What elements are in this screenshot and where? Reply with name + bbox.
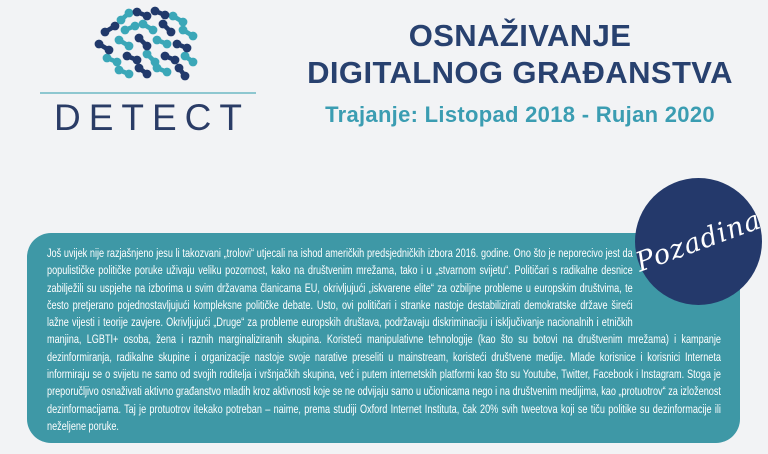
page-header <box>286 17 754 128</box>
background-paragraph <box>47 245 721 435</box>
page-title-line2: DIGITALNOG GRAĐANSTVA <box>307 55 733 90</box>
page-title <box>286 17 754 91</box>
page-title-line1: OSNAŽIVANJE <box>408 18 632 53</box>
pozadina-badge <box>631 178 766 305</box>
logo-divider <box>40 92 256 94</box>
background-paragraph-text: Još uvijek nije razjašnjeno jesu li takozvani „trolovi“ utjecali na ishod američkih predsjedničkih izbora 2016. godine. Ono što je neporecivo jest da populističke političke poruke uživaju veliku pozornost, kako na društvenim mrežama, tako i u „stvarnom svijetu“. Političari s radikalne desnice zabilježili su uspjehe na izborima u svim državama članicama EU, okrivljujući „iskvarene elite“ za ozbiljne probleme u europskim društvima, te često pretjerano pojednostavljujući kompleksne političke debate. Usto, ovi političari i stranke nastoje destabilizirati demokratske države šireći lažne vijesti i teorije zavjere. Okrivljujući „Druge“ za probleme europskih društava, podržavaju diskriminaciju i isključivanje nacionalnih i etničkih manjina, LGBTI+ osoba, žena i raznih marginaliziranih skupina. Koristeći manipulativne tehnologije (kao što su botovi na društvenim mrežama) i kampanje dezinformiranja, radikalne skupine i organizacije nastoje svoje narative preseliti u mainstream, koristeći društvene medije. Mlade korisnice i korisnici Interneta informiraju se o svijetu ne samo od svojih roditelja i vršnjačkih skupina, već i putem internetskih platformi kao što su Youtube, Twitter, Facebook i Instagram. Stoga je preporučljivo osnaživati aktivno građanstvo mladih kroz aktivnosti koje se ne odvijaju samo u učionicama nego i na društvenim medijima, kao „protuotrov“ za izloženost dezinformacijama. Taj je protuotrov itekako potreban – naime, prema studiji Oxford Internet Instituta, čak 20% svih tweetova koji se tiču politike su dezinformacije ili neželjene poruke. <box>47 246 721 433</box>
project-duration: Trajanje: Listopad 2018 - Rujan 2020 <box>325 102 715 127</box>
brain-network-icon <box>91 6 205 86</box>
badge-label: Pozadina <box>631 204 766 279</box>
detect-logo <box>40 6 256 138</box>
background-section <box>27 233 740 443</box>
logo-wordmark: DETECT <box>54 97 250 138</box>
